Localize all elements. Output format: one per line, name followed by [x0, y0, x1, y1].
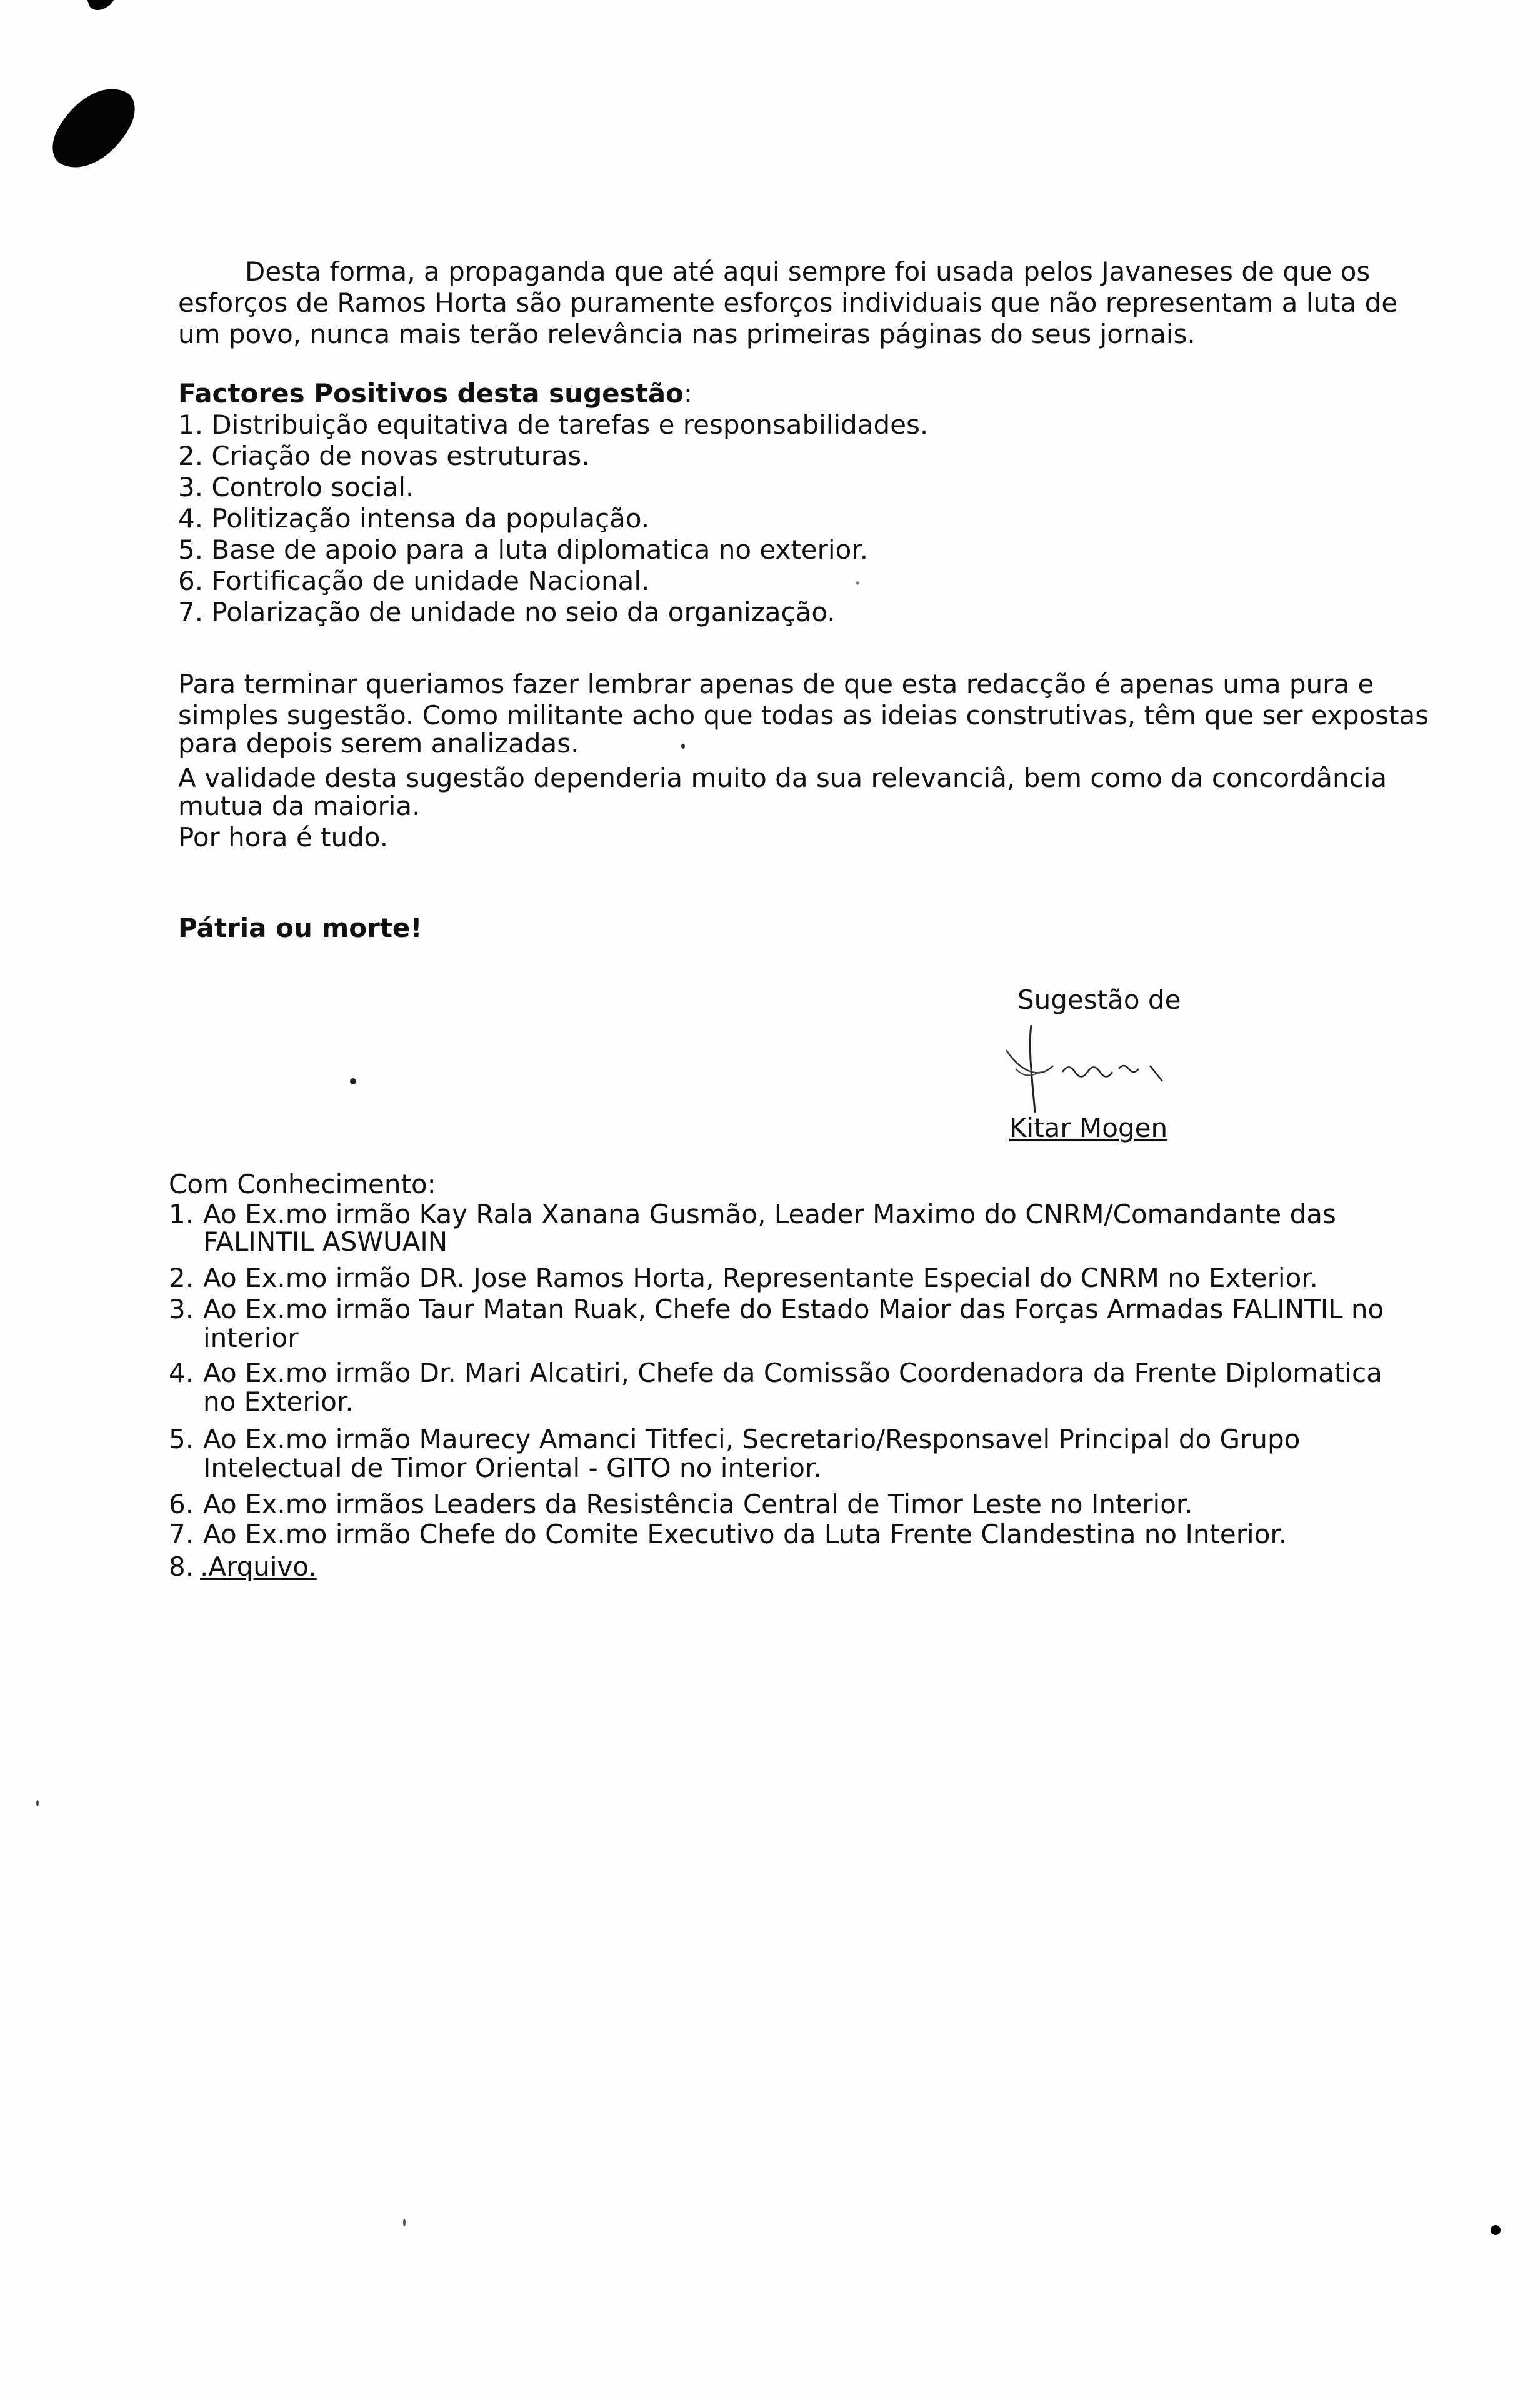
- paragraph-conclusion-line: Para terminar queriamos fazer lembrar apenas de que esta redacção é apenas uma pura e: [178, 669, 1374, 699]
- distribution-line: interior: [203, 1322, 299, 1353]
- factors-heading: [178, 378, 692, 409]
- distribution-number: 8.: [169, 1551, 194, 1582]
- distribution-line: Ao Ex.mo irmão Taur Matan Ruak, Chefe do Estado Maior das Forças Armadas FALINTIL no: [203, 1294, 1384, 1324]
- distribution-line: Ao Ex.mo irmão Dr. Mari Alcatiri, Chefe da Comissão Coordenadora da Frente Diplomatica: [203, 1358, 1382, 1388]
- scan-speck: [350, 1078, 356, 1084]
- distribution-number: 7.: [169, 1519, 194, 1549]
- paragraph-intro-line: esforços de Ramos Horta são puramente esforços individuais que não representam a luta de: [178, 288, 1398, 318]
- scan-speck: [856, 581, 859, 585]
- handwritten-signature: [994, 1012, 1200, 1119]
- paragraph-conclusion-line: Por hora é tudo.: [178, 822, 389, 852]
- factor-item: 2. Criação de novas estruturas.: [178, 441, 590, 471]
- paragraph-conclusion-line: para depois serem analizadas.: [178, 728, 579, 759]
- closing-motto: Pátria ou morte!: [178, 912, 422, 943]
- factors-heading-text: Factores Positivos desta sugestão: [178, 378, 684, 409]
- paragraph-conclusion-line: simples sugestão. Como militante acho que todas as ideias construtivas, têm que ser expostas: [178, 700, 1429, 731]
- factor-item: 1. Distribuição equitativa de tarefas e responsabilidades.: [178, 409, 929, 440]
- signature-intro: Sugestão de: [1018, 984, 1181, 1015]
- scan-speck: [1491, 2225, 1501, 2235]
- factors-heading-colon: :: [683, 378, 693, 409]
- distribution-number: 1.: [169, 1199, 194, 1229]
- factor-item: 6. Fortificação de unidade Nacional.: [178, 566, 650, 596]
- distribution-line: FALINTIL ASWUAIN: [203, 1226, 448, 1257]
- distribution-line: Intelectual de Timor Oriental - GITO no interior.: [203, 1452, 822, 1483]
- distribution-number: 6.: [169, 1489, 194, 1519]
- distribution-number: 2.: [169, 1262, 194, 1293]
- distribution-heading: Com Conhecimento:: [169, 1169, 436, 1199]
- distribution-line: no Exterior.: [203, 1386, 354, 1417]
- distribution-number: 5.: [169, 1424, 194, 1454]
- distribution-number: 4.: [169, 1358, 194, 1388]
- ink-blot-leaf: [44, 72, 144, 184]
- distribution-archive: .Arquivo.: [200, 1551, 317, 1582]
- scan-speck: [36, 1800, 39, 1806]
- factor-item: 5. Base de apoio para a luta diplomatica no exterior.: [178, 534, 869, 565]
- scan-speck: [403, 2219, 406, 2226]
- factor-item: 3. Controlo social.: [178, 472, 414, 502]
- factor-item: 4. Politização intensa da população.: [178, 503, 650, 534]
- distribution-line: Ao Ex.mo irmão DR. Jose Ramos Horta, Representante Especial do CNRM no Exterior.: [203, 1262, 1319, 1293]
- distribution-number: 3.: [169, 1294, 194, 1324]
- paragraph-conclusion-line: A validade desta sugestão dependeria muito da sua relevanciâ, bem como da concordância: [178, 762, 1388, 793]
- distribution-line: Ao Ex.mo irmão Maurecy Amanci Titfeci, Secretario/Responsavel Principal do Grupo: [203, 1424, 1301, 1454]
- distribution-line: Ao Ex.mo irmão Kay Rala Xanana Gusmão, Leader Maximo do CNRM/Comandante das: [203, 1199, 1336, 1229]
- factor-item: 7. Polarização de unidade no seio da organização.: [178, 597, 836, 628]
- signature-name: Kitar Mogen: [1009, 1112, 1168, 1143]
- scan-speck: [681, 744, 685, 749]
- ink-blot-top: [85, 0, 119, 13]
- paragraph-conclusion-line: mutua da maioria.: [178, 791, 421, 821]
- paragraph-intro-line: um povo, nunca mais terão relevância nas primeiras páginas do seus jornais.: [178, 319, 1196, 349]
- distribution-line: Ao Ex.mo irmãos Leaders da Resistência Central de Timor Leste no Interior.: [203, 1489, 1193, 1519]
- distribution-line: Ao Ex.mo irmão Chefe do Comite Executivo da Luta Frente Clandestina no Interior.: [203, 1519, 1288, 1549]
- paragraph-intro-line: Desta forma, a propaganda que até aqui sempre foi usada pelos Javaneses de que os: [245, 256, 1371, 287]
